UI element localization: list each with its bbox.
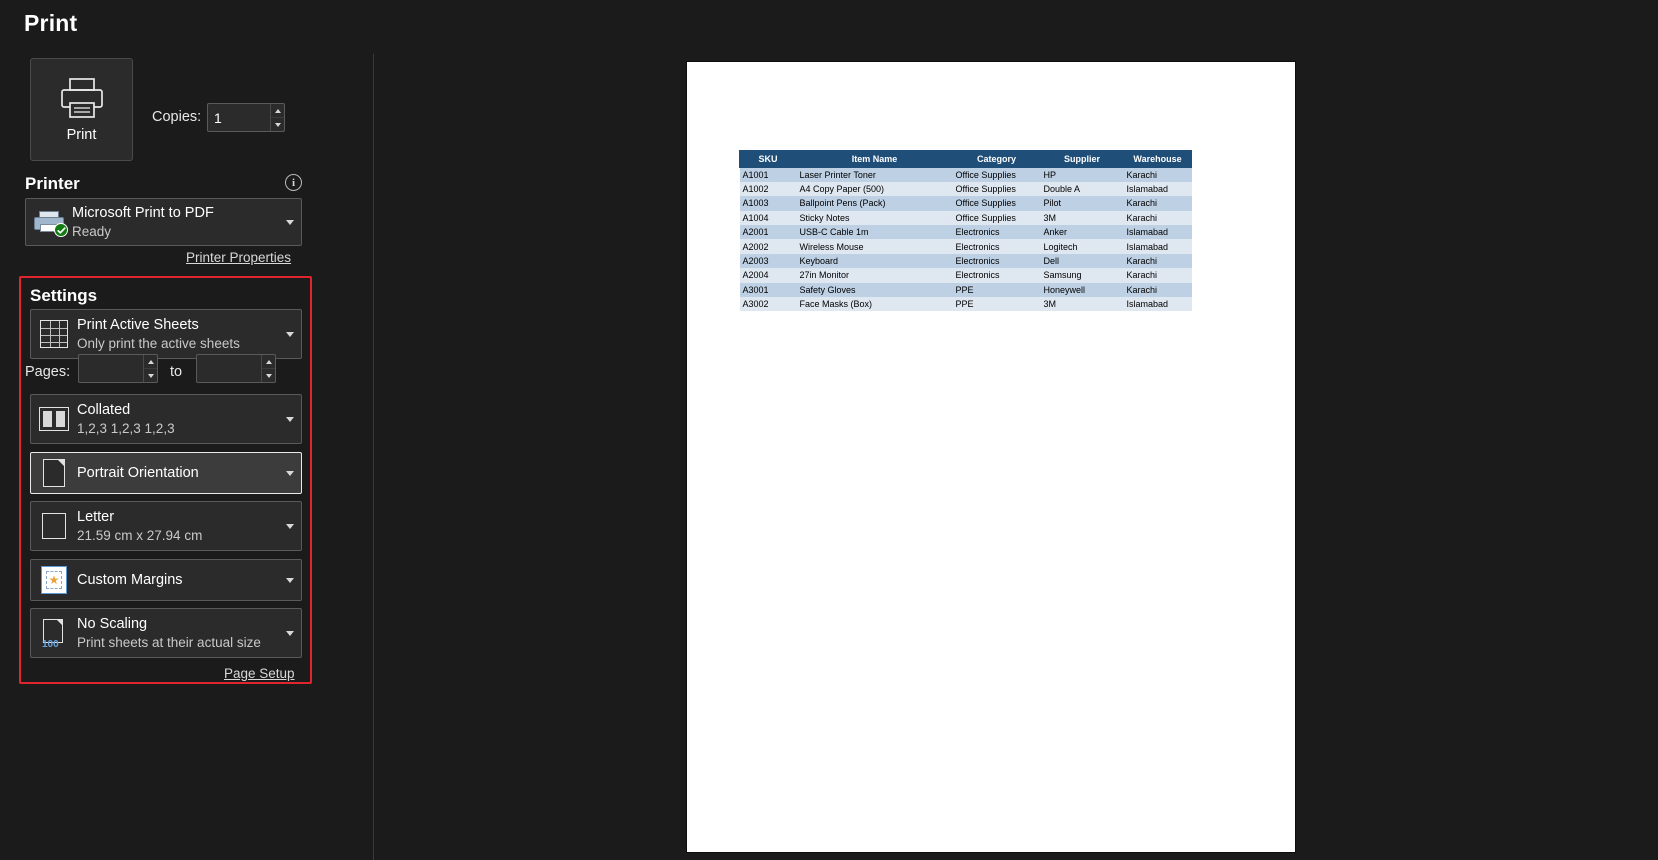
orientation-select[interactable] bbox=[30, 452, 302, 494]
table-cell: Electronics bbox=[953, 225, 1041, 239]
collation-select[interactable] bbox=[30, 394, 302, 444]
table-cell: Karachi bbox=[1124, 196, 1192, 210]
table-column-header: Category bbox=[953, 151, 1041, 168]
margins-select[interactable] bbox=[30, 559, 302, 601]
print-preview-area bbox=[374, 48, 1658, 860]
printer-section-title: Printer bbox=[25, 174, 80, 193]
printer-name: Microsoft Print to PDF bbox=[72, 204, 214, 221]
table-cell: 27in Monitor bbox=[797, 268, 953, 282]
pages-to-stepper[interactable] bbox=[196, 354, 276, 383]
table-cell: Double A bbox=[1041, 182, 1124, 196]
paper-size-secondary: 21.59 cm x 27.94 cm bbox=[77, 527, 203, 543]
copies-stepper[interactable] bbox=[207, 103, 285, 132]
worksheet-grid-icon bbox=[31, 320, 77, 348]
table-cell: Pilot bbox=[1041, 196, 1124, 210]
scaling-icon bbox=[31, 619, 77, 650]
pages-to-label: to bbox=[170, 364, 183, 380]
table-cell: Office Supplies bbox=[953, 168, 1041, 182]
preview-page bbox=[687, 62, 1295, 852]
paper-size-icon bbox=[31, 513, 77, 539]
pages-label: Pages: bbox=[25, 364, 71, 380]
copies-label: Copies: bbox=[152, 109, 202, 125]
table-cell: A2002 bbox=[740, 239, 797, 253]
print-settings-pane bbox=[0, 48, 373, 860]
chevron-down-icon[interactable] bbox=[279, 471, 301, 476]
printer-ready-icon bbox=[26, 210, 72, 234]
table-cell: Islamabad bbox=[1124, 182, 1192, 196]
table-cell: A3001 bbox=[740, 283, 797, 297]
page-setup-link[interactable]: Page Setup bbox=[224, 666, 295, 681]
pages-to-input[interactable] bbox=[197, 355, 261, 382]
table-row bbox=[740, 225, 1192, 239]
table-cell: Samsung bbox=[1041, 268, 1124, 282]
table-cell: Islamabad bbox=[1124, 239, 1192, 253]
orientation-primary: Portrait Orientation bbox=[77, 464, 199, 481]
table-column-header: Supplier bbox=[1041, 151, 1124, 168]
table-cell: Karachi bbox=[1124, 268, 1192, 282]
copies-increment-button[interactable] bbox=[271, 104, 284, 118]
printer-icon bbox=[59, 77, 105, 119]
table-cell: Electronics bbox=[953, 254, 1041, 268]
table-cell: Sticky Notes bbox=[797, 211, 953, 225]
table-cell: Honeywell bbox=[1041, 283, 1124, 297]
table-cell: PPE bbox=[953, 283, 1041, 297]
table-cell: A1003 bbox=[740, 196, 797, 210]
collation-primary: Collated bbox=[77, 401, 131, 418]
table-row bbox=[740, 182, 1192, 196]
table-cell: Karachi bbox=[1124, 168, 1192, 182]
chevron-down-icon[interactable] bbox=[279, 524, 301, 529]
portrait-page-icon bbox=[31, 459, 77, 487]
print-button[interactable] bbox=[30, 58, 133, 161]
collate-icon bbox=[31, 407, 77, 431]
table-cell: 3M bbox=[1041, 297, 1124, 311]
pages-to-decrement-button[interactable] bbox=[262, 369, 275, 382]
table-row bbox=[740, 297, 1192, 311]
scaling-secondary: Print sheets at their actual size bbox=[77, 634, 261, 650]
pages-to-spin-arrows[interactable] bbox=[261, 355, 275, 382]
table-cell: Anker bbox=[1041, 225, 1124, 239]
table-cell: A2001 bbox=[740, 225, 797, 239]
table-cell: Electronics bbox=[953, 268, 1041, 282]
chevron-down-icon[interactable] bbox=[279, 332, 301, 337]
table-row bbox=[740, 196, 1192, 210]
table-header-row bbox=[740, 151, 1192, 168]
table-cell: PPE bbox=[953, 297, 1041, 311]
preview-bottom-strip bbox=[374, 856, 1658, 860]
settings-section-title: Settings bbox=[30, 286, 98, 305]
table-column-header: SKU bbox=[740, 151, 797, 168]
table-cell: Electronics bbox=[953, 239, 1041, 253]
table-row bbox=[740, 268, 1192, 282]
table-row bbox=[740, 254, 1192, 268]
scaling-select[interactable] bbox=[30, 608, 302, 658]
print-what-primary: Print Active Sheets bbox=[77, 316, 199, 333]
chevron-down-icon[interactable] bbox=[279, 631, 301, 636]
table-column-header: Item Name bbox=[797, 151, 953, 168]
table-cell: Ballpoint Pens (Pack) bbox=[797, 196, 953, 210]
printer-status: Ready bbox=[72, 223, 112, 239]
table-cell: Office Supplies bbox=[953, 182, 1041, 196]
chevron-down-icon[interactable] bbox=[279, 578, 301, 583]
pages-from-increment-button[interactable] bbox=[144, 355, 157, 369]
printer-select[interactable] bbox=[25, 198, 302, 246]
info-icon[interactable]: i bbox=[285, 174, 302, 191]
chevron-down-icon[interactable] bbox=[279, 417, 301, 422]
page-title: Print bbox=[24, 10, 78, 36]
table-cell: Karachi bbox=[1124, 254, 1192, 268]
margins-primary: Custom Margins bbox=[77, 571, 183, 588]
table-cell: Karachi bbox=[1124, 211, 1192, 225]
paper-size-primary: Letter bbox=[77, 508, 115, 525]
table-cell: Islamabad bbox=[1124, 225, 1192, 239]
table-cell: A1004 bbox=[740, 211, 797, 225]
scaling-primary: No Scaling bbox=[77, 615, 148, 632]
table-cell: Islamabad bbox=[1124, 297, 1192, 311]
margins-icon: ★ bbox=[31, 566, 77, 594]
copies-input[interactable] bbox=[208, 104, 270, 131]
collation-secondary: 1,2,3 1,2,3 1,2,3 bbox=[77, 420, 175, 436]
table-cell: Laser Printer Toner bbox=[797, 168, 953, 182]
table-cell: Karachi bbox=[1124, 283, 1192, 297]
pages-from-spin-arrows[interactable] bbox=[143, 355, 157, 382]
table-cell: Wireless Mouse bbox=[797, 239, 953, 253]
chevron-down-icon[interactable] bbox=[279, 220, 301, 225]
table-cell: 3M bbox=[1041, 211, 1124, 225]
scaling-icon-badge: 100 bbox=[42, 639, 59, 650]
copies-spin-arrows[interactable] bbox=[270, 104, 284, 131]
table-cell: A4 Copy Paper (500) bbox=[797, 182, 953, 196]
table-row bbox=[740, 239, 1192, 253]
table-cell: Logitech bbox=[1041, 239, 1124, 253]
pages-from-stepper[interactable] bbox=[78, 354, 158, 383]
pages-to-increment-button[interactable] bbox=[262, 355, 275, 369]
preview-table bbox=[739, 150, 1192, 311]
table-cell: Face Masks (Box) bbox=[797, 297, 953, 311]
paper-size-select[interactable] bbox=[30, 501, 302, 551]
table-cell: A3002 bbox=[740, 297, 797, 311]
table-cell: A2004 bbox=[740, 268, 797, 282]
table-cell: Office Supplies bbox=[953, 196, 1041, 210]
table-cell: Dell bbox=[1041, 254, 1124, 268]
copies-decrement-button[interactable] bbox=[271, 118, 284, 131]
table-cell: USB-C Cable 1m bbox=[797, 225, 953, 239]
print-what-select[interactable] bbox=[30, 309, 302, 359]
printer-properties-link[interactable]: Printer Properties bbox=[186, 250, 292, 265]
print-what-secondary: Only print the active sheets bbox=[77, 335, 240, 351]
table-row bbox=[740, 283, 1192, 297]
table-column-header: Warehouse bbox=[1124, 151, 1192, 168]
table-cell: A1001 bbox=[740, 168, 797, 182]
pages-from-decrement-button[interactable] bbox=[144, 369, 157, 382]
table-cell: A2003 bbox=[740, 254, 797, 268]
table-cell: HP bbox=[1041, 168, 1124, 182]
table-cell: Keyboard bbox=[797, 254, 953, 268]
table-cell: A1002 bbox=[740, 182, 797, 196]
table-row bbox=[740, 168, 1192, 182]
table-cell: Safety Gloves bbox=[797, 283, 953, 297]
table-row bbox=[740, 211, 1192, 225]
table-cell: Office Supplies bbox=[953, 211, 1041, 225]
pages-from-input[interactable] bbox=[79, 355, 143, 382]
print-button-label: Print bbox=[66, 126, 97, 143]
